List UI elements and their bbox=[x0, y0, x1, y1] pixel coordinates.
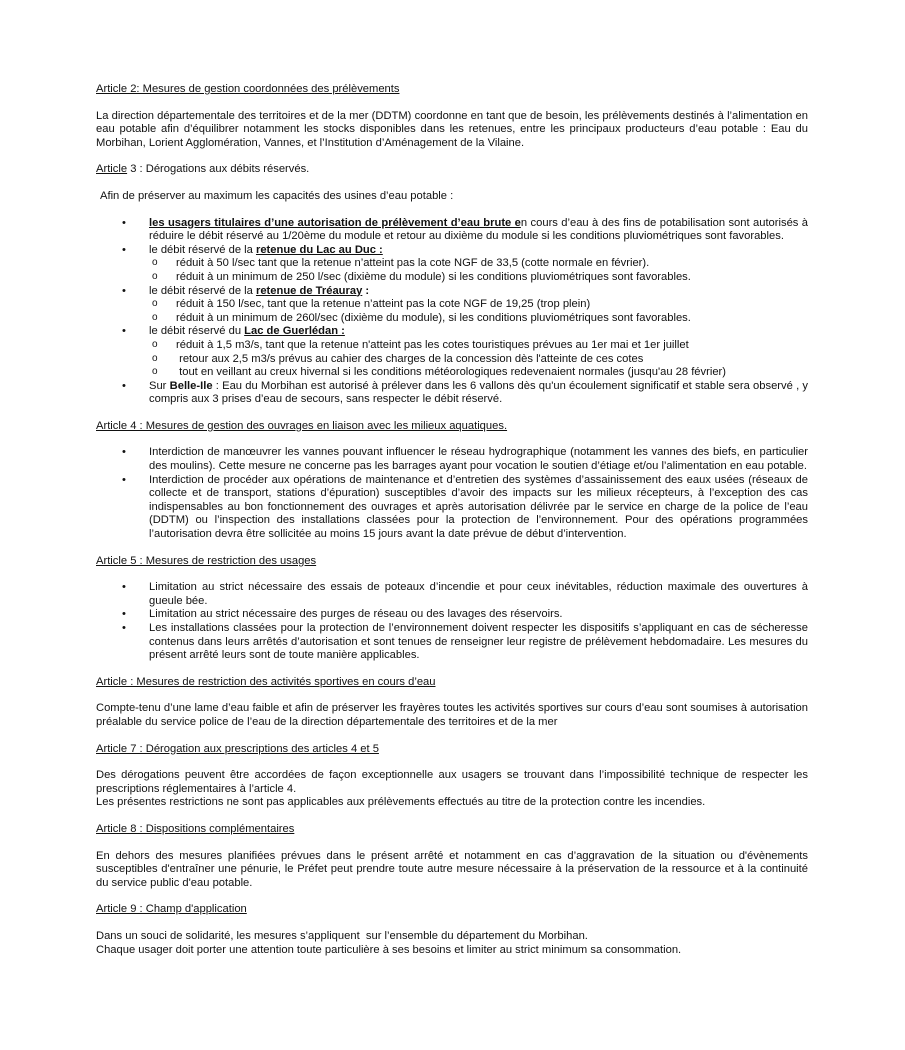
list-item-bold: Belle-Ile bbox=[169, 379, 213, 392]
sublist-item: o retour aux 2,5 m3/s prévus au cahier des charges de la concession dès l'atteinte de ces cotes bbox=[96, 353, 808, 367]
article-9-body bbox=[96, 930, 808, 957]
list-item bbox=[96, 217, 808, 244]
list-item bbox=[96, 285, 808, 299]
article-4-heading: Article 4 : Mesures de gestion des ouvrages en liaison avec les milieux aquatiques. bbox=[96, 419, 508, 432]
article-3-heading-title: 3 : Dérogations aux débits réservés. bbox=[127, 163, 310, 176]
article-7-body-line-1: Des dérogations peuvent être accordées de façon exceptionnelle aux usagers se trouvant dans l’impossibilité technique de respecter les prescriptions réglementaires à l’article 4. bbox=[96, 769, 808, 795]
list-item-text: Sur bbox=[149, 379, 170, 392]
list-item-text: le débit réservé de la bbox=[149, 243, 256, 256]
sublist-container bbox=[96, 339, 808, 380]
article-5-list bbox=[96, 581, 808, 663]
article-7-heading: Article 7 : Dérogation aux prescriptions des articles 4 et 5 bbox=[96, 742, 379, 755]
list-item-bold: retenue du Lac au Duc : bbox=[255, 243, 383, 256]
article-3-heading-label: Article bbox=[96, 163, 128, 176]
document-content bbox=[96, 83, 808, 970]
sublist-item: o réduit à 1,5 m3/s, tant que la retenue n'atteint pas les cotes touristiques prévues au 1er mai et 1er juillet bbox=[96, 339, 808, 353]
article-3-lead: Afin de préserver au maximum les capacités des usines d’eau potable : bbox=[100, 189, 454, 202]
list-item-text: le débit réservé du bbox=[149, 325, 245, 338]
sublist-item: o tout en veillant au creux hivernal si les conditions météorologiques redevenaient normales (jusqu'au 28 février) bbox=[96, 366, 808, 380]
sublist-container bbox=[96, 257, 808, 284]
article-9-body-line-1: Dans un souci de solidarité, les mesures s’appliquent sur l’ensemble du département du Morbihan. bbox=[96, 929, 588, 942]
list-item: • Interdiction de procéder aux opérations de maintenance et d’entretien des systèmes d’assainissement des eaux usées (réseaux de collecte et de transport, stations d’épuration) susceptibles d’avoir des impacts sur les milieux récepteurs, à l’exception des cas indispensables au bon fonctionnement des ouvrages et après autorisation délivrée par le service en charge de la police de l’eau (DDTM) ou l’inspection des installations classées pour la protection de l’environnement. Pour des opérations programmées l’autorisation devra être sollicitée au moins 15 jours avant la date prévue de début d’intervention. bbox=[96, 474, 808, 542]
list-item bbox=[96, 244, 808, 258]
sublist-item: o réduit à 50 l/sec tant que la retenue n’atteint pas la cote NGF de 33,5 (cotte normale en février). bbox=[96, 257, 808, 271]
list-item bbox=[96, 325, 808, 339]
article-9-heading: Article 9 : Champ d'application bbox=[96, 903, 247, 916]
article-6-heading: Article : Mesures de restriction des activités sportives en cours d’eau bbox=[96, 675, 436, 688]
article-3-list bbox=[96, 217, 808, 407]
list-item: • Limitation au strict nécessaire des essais de poteaux d’incendie et pour ceux inévitables, réduction maximale des ouvertures à gueule bée. bbox=[96, 581, 808, 608]
list-item-text: le débit réservé de la bbox=[149, 284, 256, 297]
article-2-heading: Article 2: Mesures de gestion coordonnées des prélèvements bbox=[96, 83, 400, 95]
list-item-bold: les usagers titulaires d’une autorisation de prélèvement d’eau brute e bbox=[149, 216, 521, 229]
list-item-bold: Lac de Guerlédan : bbox=[244, 325, 345, 338]
article-2-body: La direction départementale des territoires et de la mer (DDTM) coordonne en tant que de besoin, les prélèvements destinés à l’alimentation en eau potable afin d’équilibrer notamment les stocks disponibles dans les retenues, entre les principaux producteurs d’eau potable : Eau du Morbihan, Lorient Agglomération, Vannes, et l’Institution d’Aménagement de la Vilaine. bbox=[96, 109, 808, 149]
article-7-body-line-2: Les présentes restrictions ne sont pas applicables aux prélèvements effectués au titre de la protection contre les incendies. bbox=[96, 796, 706, 809]
article-4-list bbox=[96, 446, 808, 541]
list-item: • Interdiction de manœuvrer les vannes pouvant influencer le réseau hydrographique (notamment les vannes des biefs, en particulier des moulins). Cette mesure ne concerne pas les barrages ayant pour vocation le soutien d’étiage et/ou l’alimentation en eau potable. bbox=[96, 446, 808, 473]
article-8-body: En dehors des mesures planifiées prévues dans le présent arrêté et notamment en cas d’aggravation de la situation ou d'évènements susceptibles d'entraîner une pénurie, le Préfet peut prendre toute autre mesure nécessaire à la préservation de la ressource et à la continuité du service public d'eau potable. bbox=[96, 849, 808, 889]
list-item: • Limitation au strict nécessaire des purges de réseau ou des lavages des réservoirs. bbox=[96, 608, 808, 622]
article-9-body-line-2: Chaque usager doit porter une attention toute particulière à ses besoins et limiter au strict minimum sa consommation. bbox=[96, 943, 682, 956]
sublist bbox=[96, 339, 808, 380]
sublist bbox=[96, 298, 808, 325]
sublist bbox=[96, 257, 808, 284]
article-8-heading: Article 8 : Dispositions complémentaires bbox=[96, 822, 295, 835]
article-7-body bbox=[96, 769, 808, 810]
list-item-bold-suffix: : bbox=[362, 284, 370, 297]
sublist-item: o réduit à un minimum de 250 l/sec (dixième du module) si les conditions pluviométriques sont favorables. bbox=[96, 271, 808, 285]
sublist-item: o réduit à 150 l/sec, tant que la retenue n’atteint pas la cote NGF de 19,25 (trop plein) bbox=[96, 298, 808, 312]
article-6-body: Compte-tenu d’une lame d’eau faible et afin de préserver les frayères toutes les activités sportives sur cours d’eau sont soumises à autorisation préalable du service police de l’eau de la direction départementale des territoires et de la mer bbox=[96, 702, 808, 728]
article-3-heading bbox=[96, 163, 808, 177]
list-item bbox=[96, 380, 808, 407]
list-item-text: : Eau du Morbihan est autorisé à prélever dans les 6 vallons dès qu'un écoulement significatif et stable sera observé , y compris aux 3 prises d’eau de secours, sans respecter le débit réservé. bbox=[149, 379, 808, 406]
list-item-bold: retenue de Tréauray bbox=[255, 284, 363, 297]
article-5-heading: Article 5 : Mesures de restriction des usages bbox=[96, 554, 317, 567]
list-item-text: n cours d’eau à des fins de potabilisation sont autorisés à réduire le débit réservé au 1/20ème du module et retour au dixième du module si les conditions pluviométriques sont favorables. bbox=[149, 216, 809, 243]
sublist-container bbox=[96, 298, 808, 325]
list-item: • Les installations classées pour la protection de l’environnement doivent respecter les dispositifs s’appliquant en cas de sécheresse contenus dans leurs arrêtés d’autorisation et sont tenues de renseigner leur registre de prélèvement hebdomadaire. Les mesures du présent arrêté leurs sont de toute manière applicables. bbox=[96, 622, 808, 663]
sublist-item: o réduit à un minimum de 260l/sec (dixième du module), si les conditions pluviométriques sont favorables. bbox=[96, 312, 808, 326]
